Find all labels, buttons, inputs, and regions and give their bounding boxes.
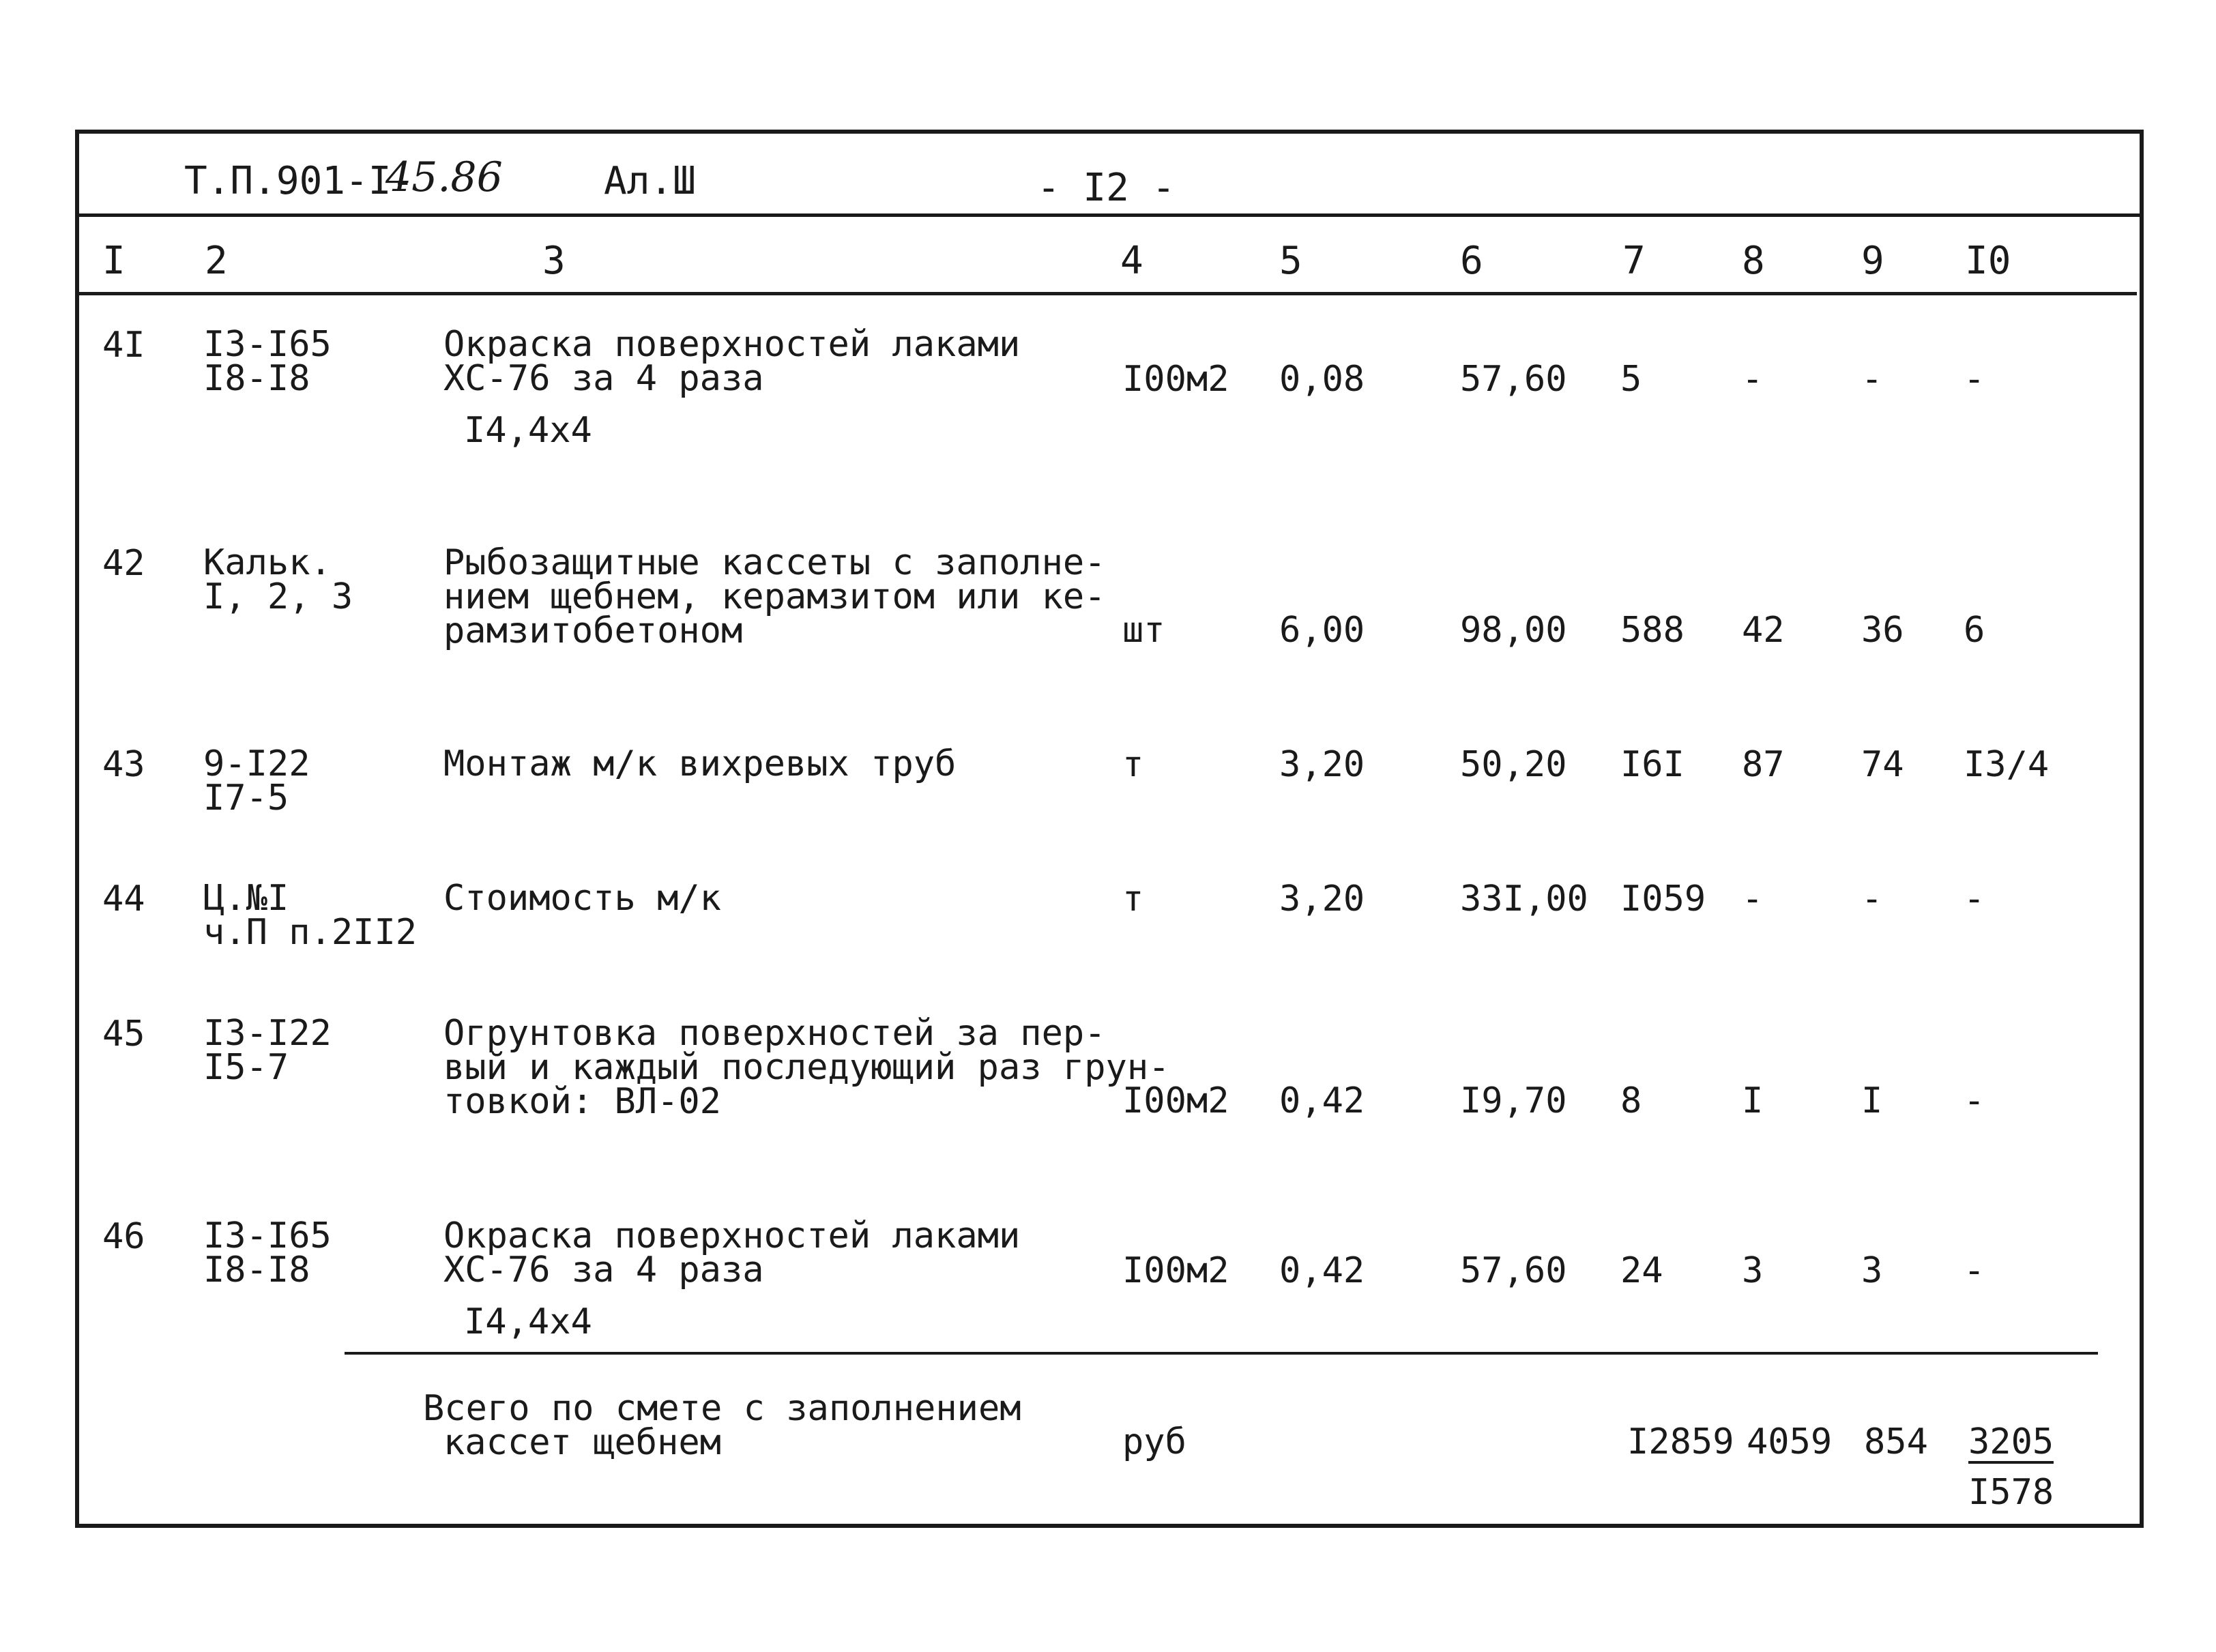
row-quantity: 6,00 <box>1279 610 1365 651</box>
row-col10: - <box>1964 879 1985 919</box>
row-quantity: 0,42 <box>1279 1080 1365 1121</box>
row-code-line: ч.П п.2II2 <box>203 912 418 953</box>
row-col10: - <box>1964 1250 1985 1291</box>
row-col9: I <box>1861 1080 1883 1121</box>
total-col10-top: 3205 <box>1968 1421 2054 1462</box>
row-description-line: ХС-76 за 4 раза <box>443 1250 764 1290</box>
row-code-line: I5-7 <box>203 1047 289 1088</box>
row-col10: - <box>1964 359 1985 400</box>
row-unit-price: 98,00 <box>1460 610 1567 651</box>
row-quantity: 0,08 <box>1279 359 1365 400</box>
row-number: 43 <box>102 744 145 785</box>
row-code-line: I8-I8 <box>203 1250 310 1290</box>
total-label-line: кассет щебнем <box>443 1422 721 1463</box>
row-description-line: Окраска поверхностей лаками <box>443 1215 1021 1256</box>
row-code-line: Ц.№I <box>203 878 289 919</box>
row-code-line: I3-I65 <box>203 324 332 365</box>
row-col7: I6I <box>1620 744 1685 785</box>
row-description-line: ХС-76 за 4 раза <box>443 358 764 399</box>
total-unit: руб <box>1122 1421 1186 1462</box>
header-divider <box>76 213 2142 217</box>
row-unit: I00м2 <box>1122 359 1229 400</box>
column-header-divider <box>76 292 2137 295</box>
row-col9: 74 <box>1861 744 1904 785</box>
row-description-line: Монтаж м/к вихревых труб <box>443 743 957 784</box>
row-description-line: товкой: ВЛ-02 <box>443 1081 721 1122</box>
total-col9: 854 <box>1864 1421 1928 1462</box>
row-code-line: I3-I65 <box>203 1215 332 1256</box>
row-code-line: I8-I8 <box>203 358 310 399</box>
row-code-line: 9-I22 <box>203 743 310 784</box>
total-divider <box>345 1352 2098 1355</box>
row-col8: I <box>1742 1080 1764 1121</box>
total-col8: 4059 <box>1747 1421 1833 1462</box>
row-code-line: I7-5 <box>203 778 289 818</box>
row-col7: 588 <box>1620 610 1685 651</box>
row-number: 45 <box>102 1014 145 1054</box>
row-col8: - <box>1742 359 1764 400</box>
row-unit-price: 57,60 <box>1460 359 1567 400</box>
col-header-5: 5 <box>1279 239 1302 283</box>
row-col7: 24 <box>1620 1250 1663 1291</box>
row-col9: 3 <box>1861 1250 1883 1291</box>
row-description-line: Рыбозащитные кассеты с заполне- <box>443 542 1106 583</box>
row-unit: т <box>1122 744 1144 785</box>
row-col8: 87 <box>1742 744 1785 785</box>
row-col8: 3 <box>1742 1250 1764 1291</box>
album-label: Ал.Ш <box>604 159 696 203</box>
row-number: 44 <box>102 879 145 919</box>
col-header-9: 9 <box>1861 239 1884 283</box>
row-unit: шт <box>1122 610 1165 651</box>
total-label-line: Всего по смете с заполнением <box>423 1388 1021 1429</box>
row-calc-note: I4,4x4 <box>464 1301 592 1342</box>
page-number: - I2 - <box>1037 166 1176 210</box>
row-description-line: Окраска поверхностей лаками <box>443 324 1021 365</box>
col-header-8: 8 <box>1742 239 1765 283</box>
document-frame <box>75 130 2144 1528</box>
row-quantity: 3,20 <box>1279 879 1365 919</box>
row-description-line: рамзитобетоном <box>443 610 743 651</box>
row-number: 46 <box>102 1216 145 1257</box>
total-col10-bottom: I578 <box>1968 1472 2054 1513</box>
row-code-line: Кальк. <box>203 542 332 583</box>
row-col10: - <box>1964 1080 1985 1121</box>
col-header-1: I <box>102 239 126 283</box>
row-code-line: I, 2, 3 <box>203 576 353 617</box>
row-col10: I3/4 <box>1964 744 2050 785</box>
doc-code: Т.П.901-I- <box>184 159 415 203</box>
row-description-line: Огрунтовка поверхностей за пер- <box>443 1013 1106 1054</box>
total-col7: I2859 <box>1627 1421 1734 1462</box>
row-unit-price: 57,60 <box>1460 1250 1567 1291</box>
col-header-6: 6 <box>1460 239 1483 283</box>
row-col7: 8 <box>1620 1080 1642 1121</box>
row-unit: I00м2 <box>1122 1080 1229 1121</box>
col-header-7: 7 <box>1622 239 1646 283</box>
row-col8: 42 <box>1742 610 1785 651</box>
row-number: 42 <box>102 543 145 584</box>
row-quantity: 0,42 <box>1279 1250 1365 1291</box>
row-description-line: Стоимость м/к <box>443 878 721 919</box>
row-unit: I00м2 <box>1122 1250 1229 1291</box>
doc-code-handwritten: 45.86 <box>385 153 503 201</box>
row-col9: 36 <box>1861 610 1904 651</box>
row-calc-note: I4,4x4 <box>464 410 592 451</box>
row-description-line: нием щебнем, керамзитом или ке- <box>443 576 1106 617</box>
row-col9: - <box>1861 359 1883 400</box>
row-quantity: 3,20 <box>1279 744 1365 785</box>
row-col7: I059 <box>1620 879 1706 919</box>
row-col9: - <box>1861 879 1883 919</box>
row-col10: 6 <box>1964 610 1985 651</box>
row-unit-price: 33I,00 <box>1460 879 1588 919</box>
col-header-2: 2 <box>205 239 228 283</box>
row-code-line: I3-I22 <box>203 1013 332 1054</box>
row-col8: - <box>1742 879 1764 919</box>
row-col7: 5 <box>1620 359 1642 400</box>
row-unit-price: I9,70 <box>1460 1080 1567 1121</box>
col-header-3: 3 <box>542 239 566 283</box>
row-unit: т <box>1122 879 1144 919</box>
col-header-10: I0 <box>1965 239 2011 283</box>
row-unit-price: 50,20 <box>1460 744 1567 785</box>
row-description-line: вый и каждый последующий раз грун- <box>443 1047 1170 1088</box>
row-number: 4I <box>102 325 145 366</box>
col-header-4: 4 <box>1120 239 1143 283</box>
